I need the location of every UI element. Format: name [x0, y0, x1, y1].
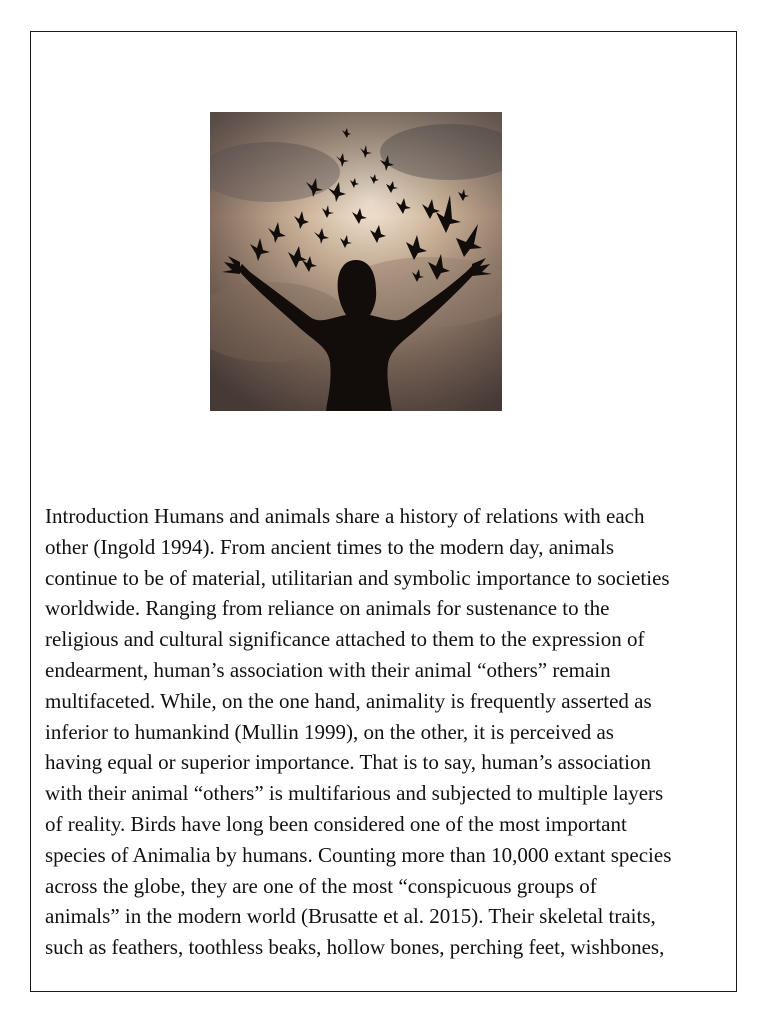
text-line: across the globe, they are one of the most “conspicuous groups of: [45, 873, 597, 898]
text-line: endearment, human’s association with their animal “others” remain: [45, 657, 611, 682]
document-page: [30, 31, 737, 992]
text-line: species of Animalia by humans. Counting more than 10,000 extant species: [45, 842, 672, 867]
text-line: other (Ingold 1994). From ancient times to the modern day, animals: [45, 534, 615, 559]
text-line: worldwide. Ranging from reliance on animals for sustenance to the: [45, 596, 610, 621]
text-line: of reality. Birds have long been considered one of the most important: [45, 811, 627, 836]
body-paragraph: [45, 501, 735, 963]
text-line: inferior to humankind (Mullin 1999), on the other, it is perceived as: [45, 719, 614, 744]
text-line: animals” in the modern world (Brusatte et al. 2015). Their skeletal traits,: [45, 904, 656, 929]
text-line: multifaceted. While, on the one hand, animality is frequently asserted as: [45, 688, 652, 713]
text-line: religious and cultural significance attached to them to the expression of: [45, 627, 645, 652]
photo-image: [210, 112, 502, 411]
text-line: Introduction Humans and animals share a history of relations with each: [45, 504, 645, 528]
woman-birds-photo: [210, 112, 502, 411]
text-line: with their animal “others” is multifarious and subjected to multiple layers: [45, 781, 664, 806]
text-line: such as feathers, toothless beaks, hollow bones, perching feet, wishbones,: [45, 935, 665, 960]
text-line: having equal or superior importance. That is to say, human’s association: [45, 750, 651, 775]
text-line: continue to be of material, utilitarian and symbolic importance to societies: [45, 565, 670, 590]
